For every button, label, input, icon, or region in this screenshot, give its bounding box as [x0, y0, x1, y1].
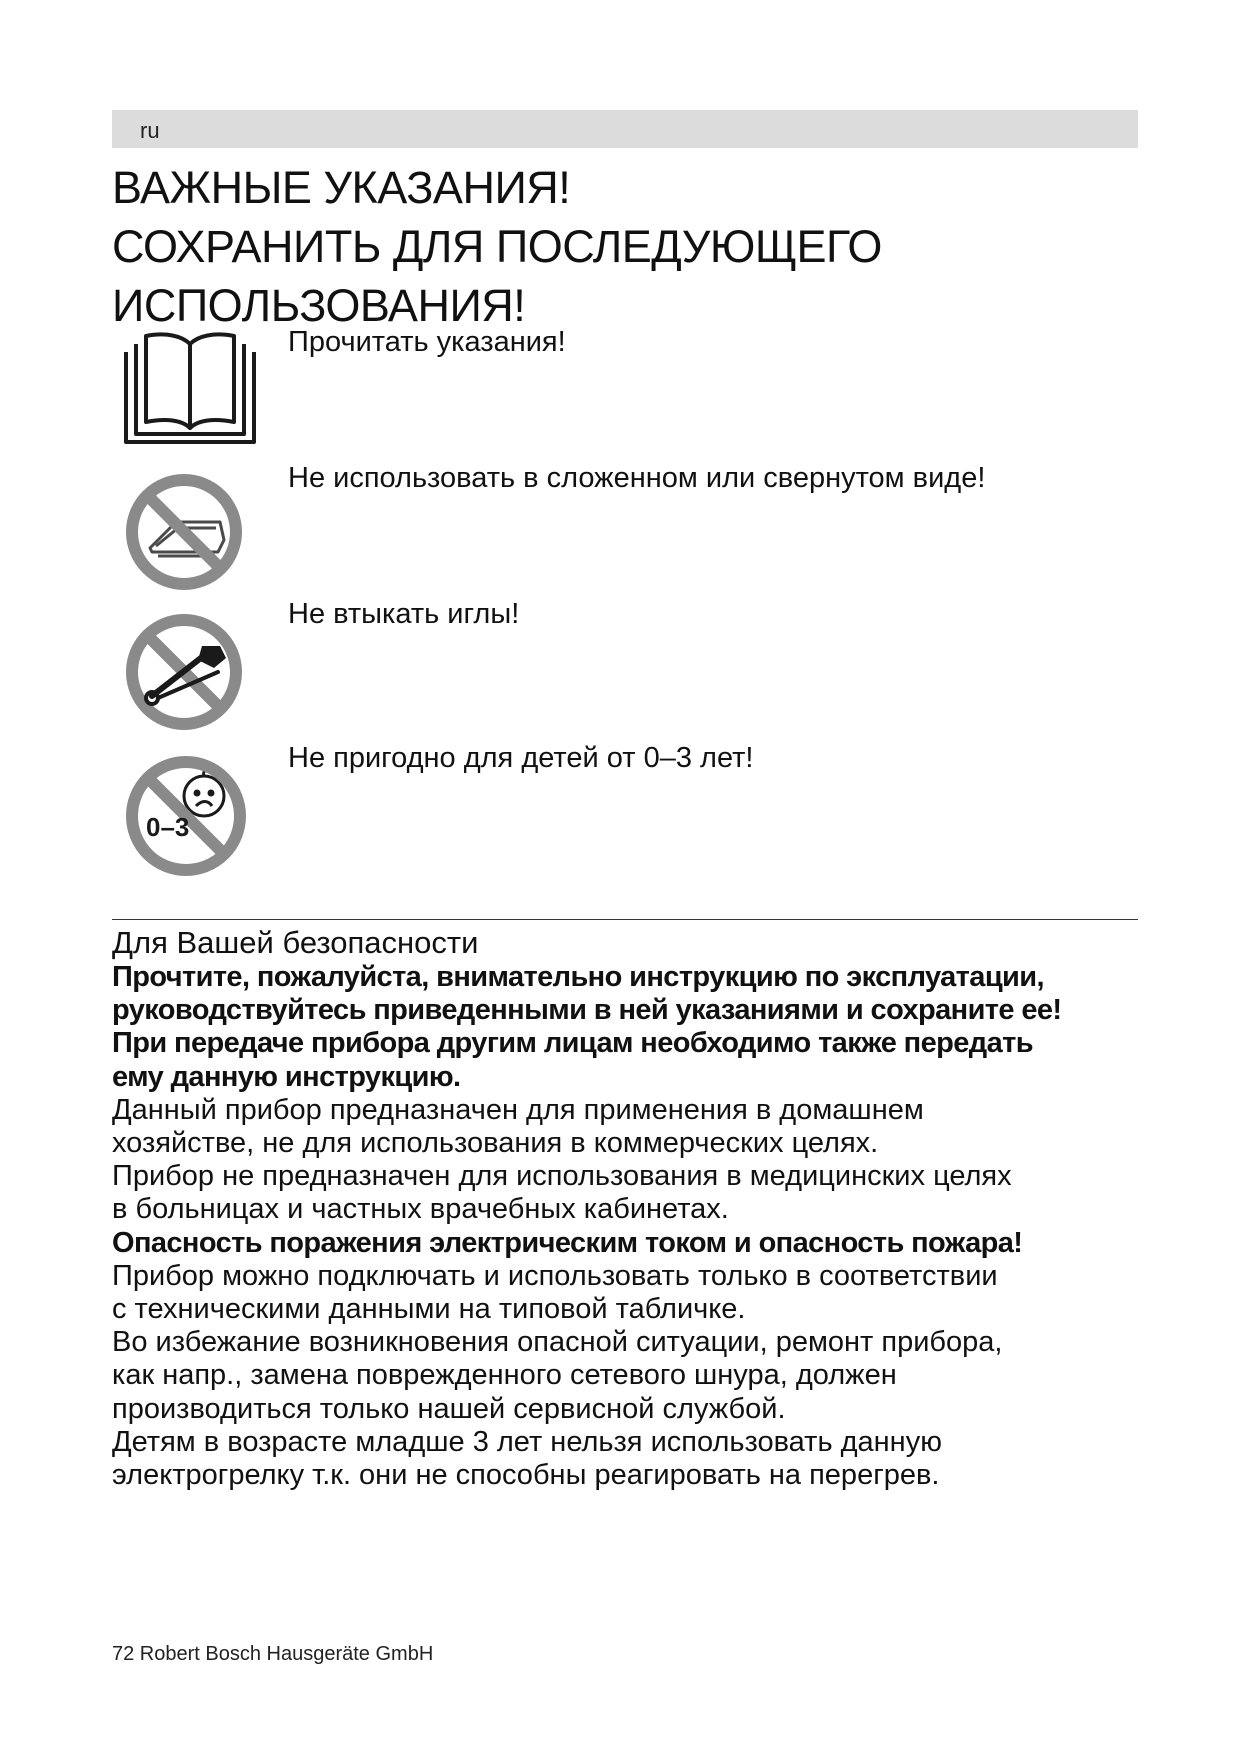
- title-line: ИСПОЛЬЗОВАНИЯ!: [112, 280, 526, 331]
- no-folding-icon: [122, 470, 246, 594]
- safety-line: руководствуйтесь приведенными в ней указаниями и сохраните ее!: [112, 994, 1062, 1027]
- language-bar: [112, 110, 1138, 148]
- safety-line: с техническими данными на типовой табличке.: [112, 1293, 746, 1326]
- safety-line: Прибор не предназначен для использования в медицинских целях: [112, 1160, 1012, 1193]
- safety-line: хозяйстве, не для использования в коммерческих целях.: [112, 1127, 879, 1160]
- symbol-label: Не втыкать иглы!: [288, 598, 520, 630]
- symbol-label: Не использовать в сложенном или свернутом виде!: [288, 462, 986, 494]
- safety-line: как напр., замена поврежденного сетевого шнура, должен: [112, 1359, 897, 1392]
- no-pins-icon: [122, 610, 246, 734]
- safety-line: электрогрелку т.к. они не способны реагировать на перегрев.: [112, 1459, 940, 1492]
- safety-heading: Для Вашей безопасности: [112, 925, 479, 960]
- title-line: СОХРАНИТЬ ДЛЯ ПОСЛЕДУЮЩЕГО: [112, 221, 882, 272]
- language-code: ru: [140, 118, 160, 143]
- safety-line: Прибор можно подключать и использовать только в соответствии: [112, 1259, 998, 1292]
- safety-section: [112, 925, 1152, 1492]
- open-book-icon: [122, 330, 258, 446]
- safety-line: При передаче прибора другим лицам необходимо также передать: [112, 1027, 1033, 1060]
- page-title: [112, 158, 882, 335]
- safety-line: Прочтите, пожалуйста, внимательно инструкцию по эксплуатации,: [112, 961, 1044, 993]
- age-range-text: 0–3: [146, 812, 190, 842]
- page-footer: 72 Robert Bosch Hausgeräte GmbH: [112, 1643, 434, 1665]
- safety-line: ему данную инструкцию.: [112, 1060, 461, 1093]
- safety-line: Опасность поражения электрическим током и опасность пожара!: [112, 1226, 1023, 1259]
- safety-line: Во избежание возникновения опасной ситуации, ремонт прибора,: [112, 1326, 1003, 1359]
- title-line: ВАЖНЫЕ УКАЗАНИЯ!: [112, 162, 571, 213]
- symbol-label: Прочитать указания!: [288, 326, 566, 358]
- safety-line: Данный прибор предназначен для применения в домашнем: [112, 1093, 924, 1126]
- section-divider: [112, 919, 1138, 920]
- safety-line: производиться только нашей сервисной службой.: [112, 1392, 786, 1425]
- no-children-icon: [122, 752, 250, 880]
- safety-line: в больницах и частных врачебных кабинетах.: [112, 1193, 729, 1226]
- safety-line: Детям в возрасте младше 3 лет нельзя использовать данную: [112, 1425, 942, 1458]
- symbol-label: Не пригодно для детей от 0–3 лет!: [288, 742, 754, 774]
